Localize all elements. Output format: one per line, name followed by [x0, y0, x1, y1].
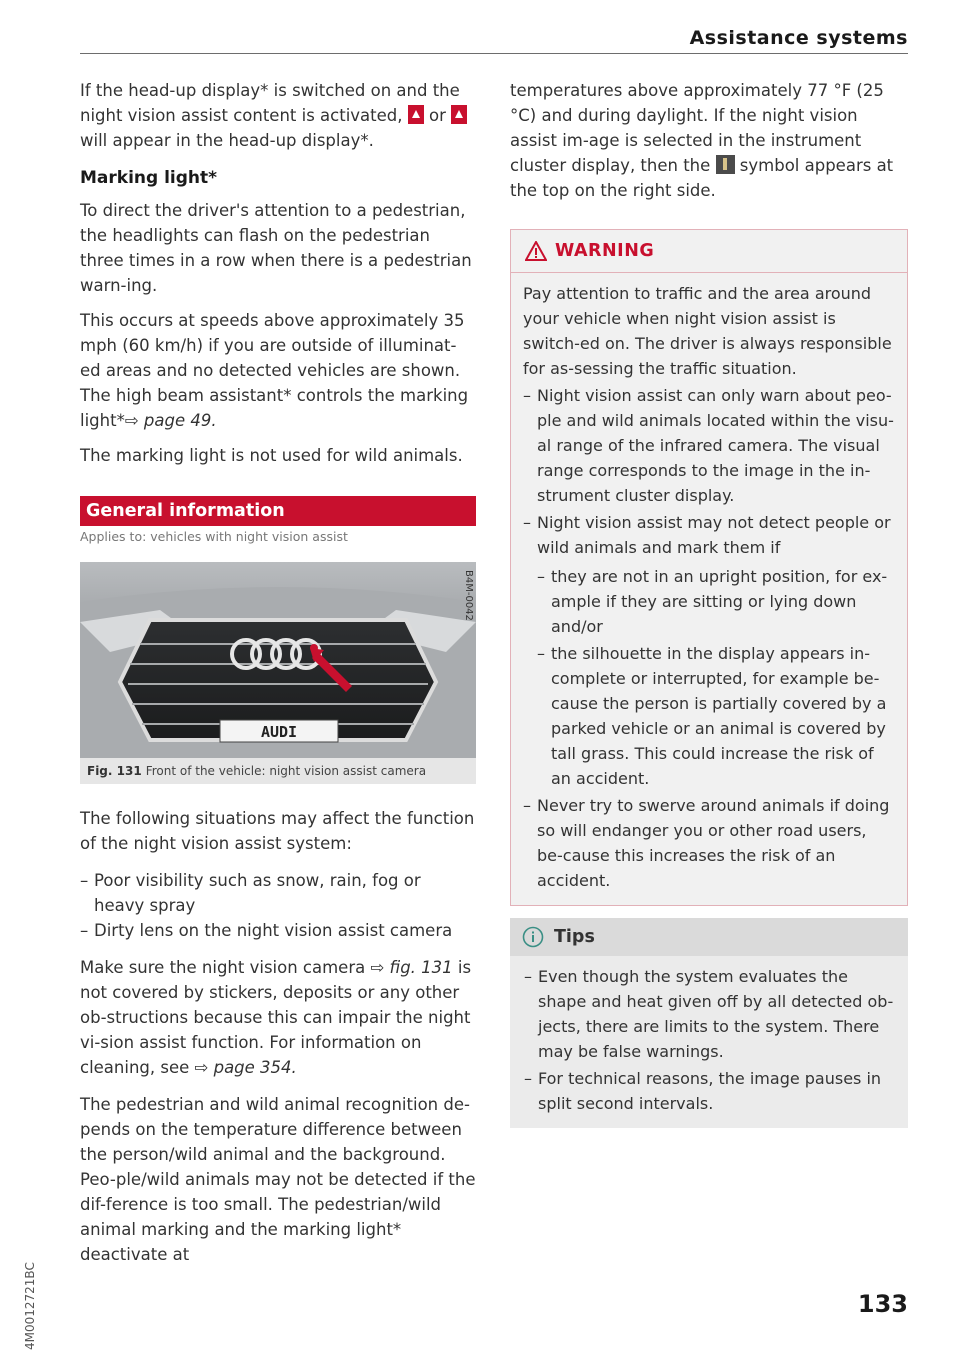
header-rule	[80, 53, 908, 54]
figure-vehicle-front	[80, 562, 476, 758]
tips-item: – For technical reasons, the image pauses in split second intervals.	[524, 1066, 896, 1116]
section-banner: General information	[80, 496, 476, 526]
paragraph-text: This occurs at speeds above approximately 35 mph (60 km/h) if you are outside of illuminat-ed areas and no detected vehicles are shown. The high beam assistant* controls the marking light*	[80, 311, 469, 430]
figure-reference-link[interactable]: ⇨ fig. 131	[370, 958, 453, 977]
paragraph-temperature	[510, 78, 908, 203]
warning-box	[510, 229, 908, 906]
tips-title: Tips	[554, 927, 595, 947]
info-circle-icon	[522, 926, 544, 948]
list-item: – Dirty lens on the night vision assist camera	[80, 918, 476, 943]
paragraph-hud	[80, 78, 476, 153]
warning-body	[511, 273, 907, 905]
paragraph-camera-clean	[80, 955, 476, 1080]
right-column	[510, 78, 908, 1128]
paragraph-text: temperatures above approximately 77 °F (25 °C) and during daylight. If the night vision assist im-age is selected in the instrument cluster display, then the	[510, 81, 884, 175]
warning-item: – Never try to swerve around animals if doing so will endanger you or other road users, be-cause this increases the risk of an accident.	[523, 793, 895, 893]
warning-intro: Pay attention to traffic and the area around your vehicle when night vision assist is switch-ed on. The driver is always responsible for as-sessing the traffic situation.	[523, 284, 892, 378]
paragraph-marking: To direct the driver's attention to a pedestrian, the headlights can flash on the pedestrian three times in a row when there is a pedestrian warn-ing.	[80, 201, 472, 295]
paragraph-text: or	[429, 106, 446, 125]
left-column	[80, 78, 476, 1267]
applies-to-note: Applies to: vehicles with night vision assist	[80, 529, 348, 544]
tips-box	[510, 918, 908, 1128]
section-title: Assistance systems	[689, 27, 908, 49]
list-item: – Poor visibility such as snow, rain, fog or heavy spray	[80, 868, 476, 918]
figure-caption	[80, 758, 476, 784]
page-reference-link[interactable]: ⇨ page 354.	[194, 1058, 297, 1077]
paragraph-text: Make sure the night vision camera	[80, 958, 366, 977]
document-code	[20, 1250, 38, 1350]
figure-number: Fig. 131	[87, 764, 142, 778]
warning-title: WARNING	[555, 241, 655, 261]
paragraph-wild-animals: The marking light is not used for wild animals.	[80, 446, 463, 465]
warning-triangle-icon	[525, 241, 547, 261]
document-code-text: 4M0012721BC	[23, 1262, 37, 1350]
paragraph-text: will appear in the head-up display*.	[80, 131, 374, 150]
vehicle-front-illustration	[80, 562, 476, 758]
warning-subitem: – they are not in an upright position, for ex-ample if they are sitting or lying down and/or	[537, 564, 895, 639]
paragraph-situations: The following situations may affect the function of the night vision assist system:	[80, 809, 475, 853]
page-number: 133	[857, 1290, 908, 1318]
night-vision-symbol-icon	[716, 155, 735, 174]
license-plate-text: AUDI	[260, 723, 298, 741]
warning-subitem: – the silhouette in the display appears in-complete or interrupted, for example be-cause the person is partially covered by a parked vehicle or an animal is covered by tall grass. This could increase the risk of an accident.	[537, 641, 895, 791]
figure-code: B4M-0042	[463, 570, 474, 621]
paragraph-recognition: The pedestrian and wild animal recognition de-pends on the temperature difference between the person/wild animal and the background. Peo-ple/wild animals may not be detected if the dif-ference is too small. The pedestrian/wild animal marking and the marking light* deactivate at	[80, 1095, 476, 1264]
marking-light-heading: Marking light*	[80, 168, 218, 188]
paragraph-text: is not covered by stickers, deposits or any other ob-structions because this can impair the night vi-sion assist function. For information on cleaning, see	[80, 958, 472, 1077]
warning-item: – Night vision assist can only warn about peo-ple and wild animals located within the visu-al range of the infrared camera. The visual range corresponds to the image in the in-strument cluster display.	[523, 383, 895, 508]
warning-header	[511, 230, 907, 273]
tips-item: – Even though the system evaluates the shape and heat given off by all detected ob-jects, there are limits to the system. There may be false warnings.	[524, 964, 896, 1064]
warning-item: – Night vision assist may not detect people or wild animals and mark them if	[523, 510, 895, 560]
paragraph-text: symbol appears at the top on the right side.	[510, 156, 894, 200]
paragraph-speed	[80, 308, 476, 433]
page-reference-link[interactable]: ⇨ page 49.	[124, 411, 217, 430]
paragraph-text: If the head-up display* is switched on and the night vision assist content is activated,	[80, 81, 460, 125]
pedestrian-warning-icon	[408, 105, 424, 124]
figure-caption-text: Front of the vehicle: night vision assist camera	[145, 764, 427, 778]
tips-body	[510, 956, 908, 1128]
tips-header	[510, 918, 908, 956]
animal-warning-icon	[451, 105, 467, 124]
